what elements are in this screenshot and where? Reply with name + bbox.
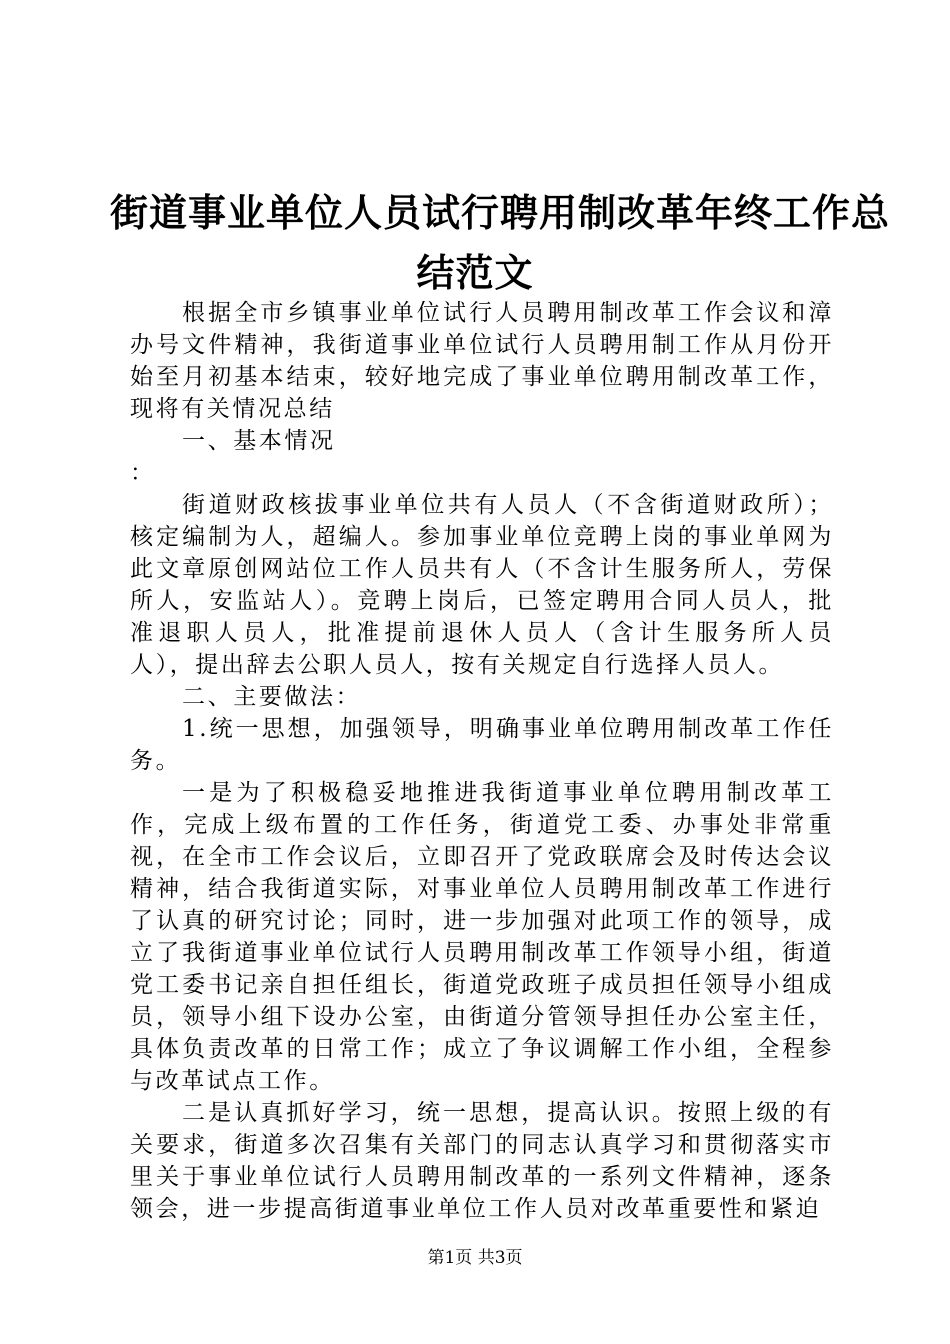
paragraph-intro: 根据全市乡镇事业单位试行人员聘用制改革工作会议和漳办号文件精神，我街道事业单位试行人员聘用制工作从月份开始至月初基本结束，较好地完成了事业单位聘用制改革工作，现将有关情况总结 [130,300,834,422]
document-body [130,297,834,1225]
paragraph-staff-stats: 街道财政核拔事业单位共有人员人（不含街道财政所）；核定编制为人，超编人。参加事业单位竞聘上岗的事业单网为此文章原创网站位工作人员共有人（不含计生服务所人，劳保所人，安监站人）。竞聘上岗后，已签定聘用合同人员人，批准退职人员人，批准提前退休人员人（含计生服务所人员人），提出辞去公职人员人，按有关规定自行选择人员人。 [130,492,834,678]
paragraph-colon: ： [130,460,156,486]
title-line-1: 街道事业单位人员试行聘用制改革年终工作总 [110,190,891,235]
paragraph-first-point: 一是为了积极稳妥地推进我街道事业单位聘用制改革工作，完成上级布置的工作任务，街道党工委、办事处非常重视，在全市工作会议后，立即召开了党政联席会及时传达会议精神，结合我街道实际，对事业单位人员聘用制改革工作进行了认真的研究讨论；同时，进一步加强对此项工作的领导，成立了我街道事业单位试行人员聘用制改革工作领导小组，街道党工委书记亲自担任组长，街道党政班子成员担任领导小组成员，领导小组下设办公室，由街道分管领导担任办公室主任，具体负责改革的日常工作；成立了争议调解工作小组，全程参与改革试点工作。 [130,780,834,1094]
paragraph-second-point: 二是认真抓好学习，统一思想，提高认识。按照上级的有关要求，街道多次召集有关部门的同志认真学习和贯彻落实市里关于事业单位试行人员聘用制改革的一系列文件精神，逐条领会，进一步提高街道事业单位工作人员对改革重要性和紧迫 [130,1100,834,1222]
section-heading-basic-situation: 一、基本情况 [182,428,336,454]
section-heading-main-methods: 二、主要做法： [182,684,362,710]
subheading-unify-thinking: 1.统一思想，加强领导，明确事业单位聘用制改革工作任务。 [130,716,834,774]
document-title [110,183,891,303]
page-footer: 第1页 共3页 [427,1248,523,1268]
title-line-2: 结范文 [416,250,534,295]
